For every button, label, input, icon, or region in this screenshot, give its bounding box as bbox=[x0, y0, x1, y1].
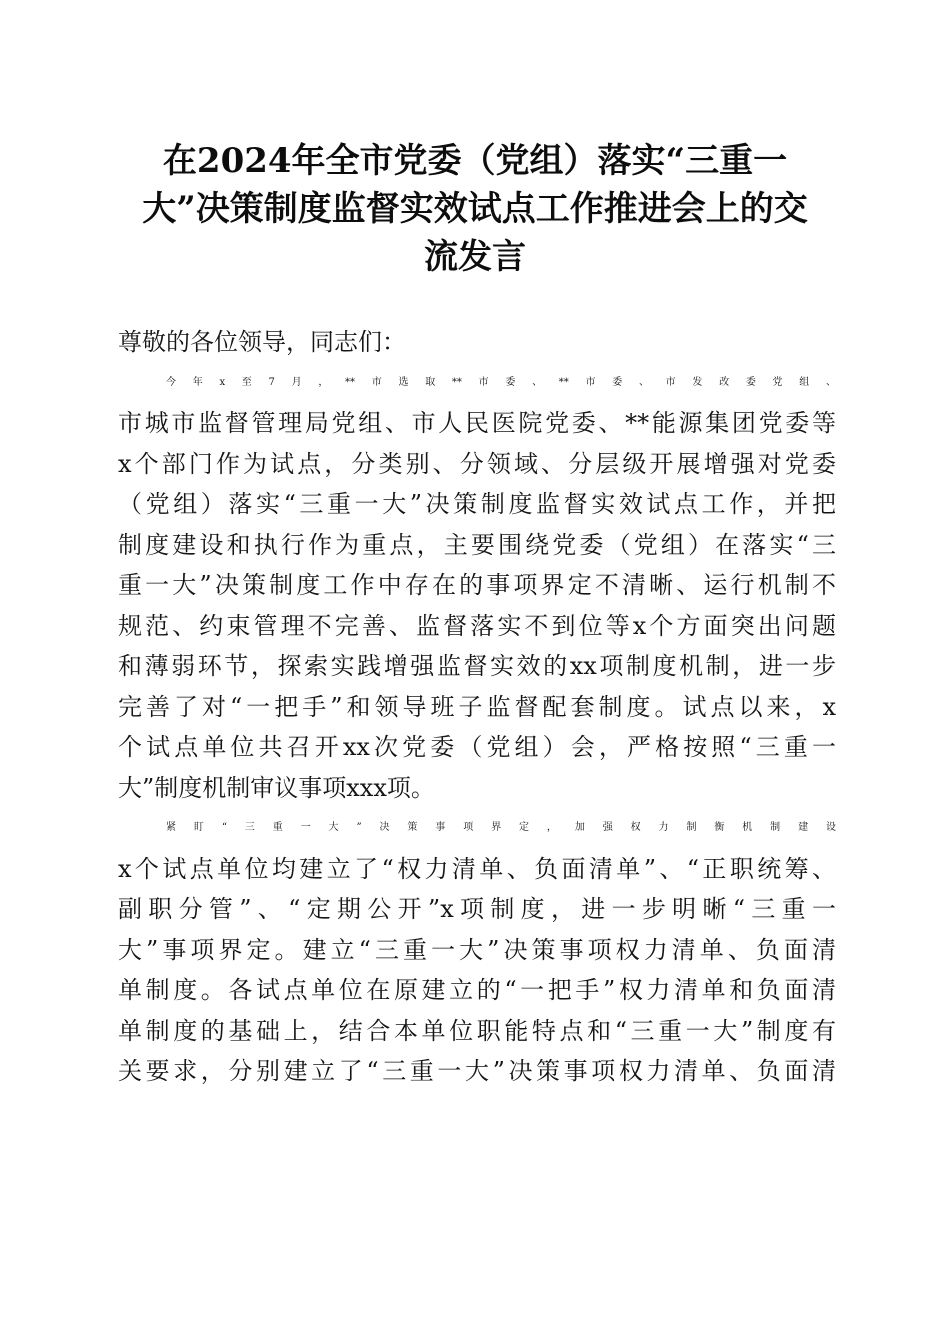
paragraph-1-line: （党组）落实“三重一大”决策制度监督实效试点工作，并把 bbox=[118, 490, 836, 518]
paragraph-2-line: 紧盯“三重一大”决策事项界定，加强权力制衡机制建设 bbox=[166, 822, 836, 833]
title-line-2: 大”决策制度监督实效试点工作推进会上的交 bbox=[142, 189, 808, 229]
paragraph-1-line: 大”制度机制审议事项xxx项。 bbox=[118, 773, 435, 802]
paragraph-1-line: 完善了对“一把手”和领导班子监督配套制度。试点以来，x bbox=[118, 692, 836, 721]
paragraph-2-line: x个试点单位均建立了“权力清单、负面清单”、“正职统筹、 bbox=[118, 854, 836, 883]
paragraph-1-line: 制度建设和执行作为重点，主要围绕党委（党组）在落实“三 bbox=[118, 530, 836, 559]
paragraph-1-line: 今年x至7月，**市选取**市委、**市委、市发改委党组、 bbox=[166, 376, 836, 388]
paragraph-2-line: 副职分管”、“定期公开”x项制度，进一步明晰“三重一 bbox=[118, 895, 836, 923]
paragraph-2 bbox=[118, 808, 836, 1092]
paragraph-2-line: 大”事项界定。建立“三重一大”决策事项权力清单、负面清 bbox=[118, 935, 836, 964]
paragraph-2-line: 关要求，分别建立了“三重一大”决策事项权力清单、负面清 bbox=[118, 1057, 836, 1085]
paragraph-2-line: 单制度。各试点单位在原建立的“一把手”权力清单和负面清 bbox=[118, 976, 836, 1004]
paragraph-1-line: 和薄弱环节，探索实践增强监督实效的xx项制度机制，进一步 bbox=[118, 652, 836, 680]
paragraph-1 bbox=[118, 363, 836, 809]
salutation: 尊敬的各位领导，同志们： bbox=[118, 328, 406, 356]
paragraph-1-line: 重一大”决策制度工作中存在的事项界定不清晰、运行机制不 bbox=[118, 571, 836, 599]
title-line-3: 流发言 bbox=[424, 237, 526, 277]
paragraph-1-line: x个部门作为试点，分类别、分领域、分层级开展增强对党委 bbox=[118, 449, 836, 478]
paragraph-1-line: 市城市监督管理局党组、市人民医院党委、**能源集团党委等 bbox=[118, 409, 836, 437]
paragraph-2-line: 单制度的基础上，结合本单位职能特点和“三重一大”制度有 bbox=[118, 1016, 836, 1045]
paragraph-1-line: 规范、约束管理不完善、监督落实不到位等x个方面突出问题 bbox=[118, 611, 836, 640]
document-body bbox=[118, 322, 836, 1092]
title-line-1: 在2024年全市党委（党组）落实“三重一 bbox=[162, 141, 788, 181]
document-title bbox=[110, 137, 840, 281]
paragraph-1-line: 个试点单位共召开xx次党委（党组）会，严格按照“三重一 bbox=[118, 733, 836, 761]
